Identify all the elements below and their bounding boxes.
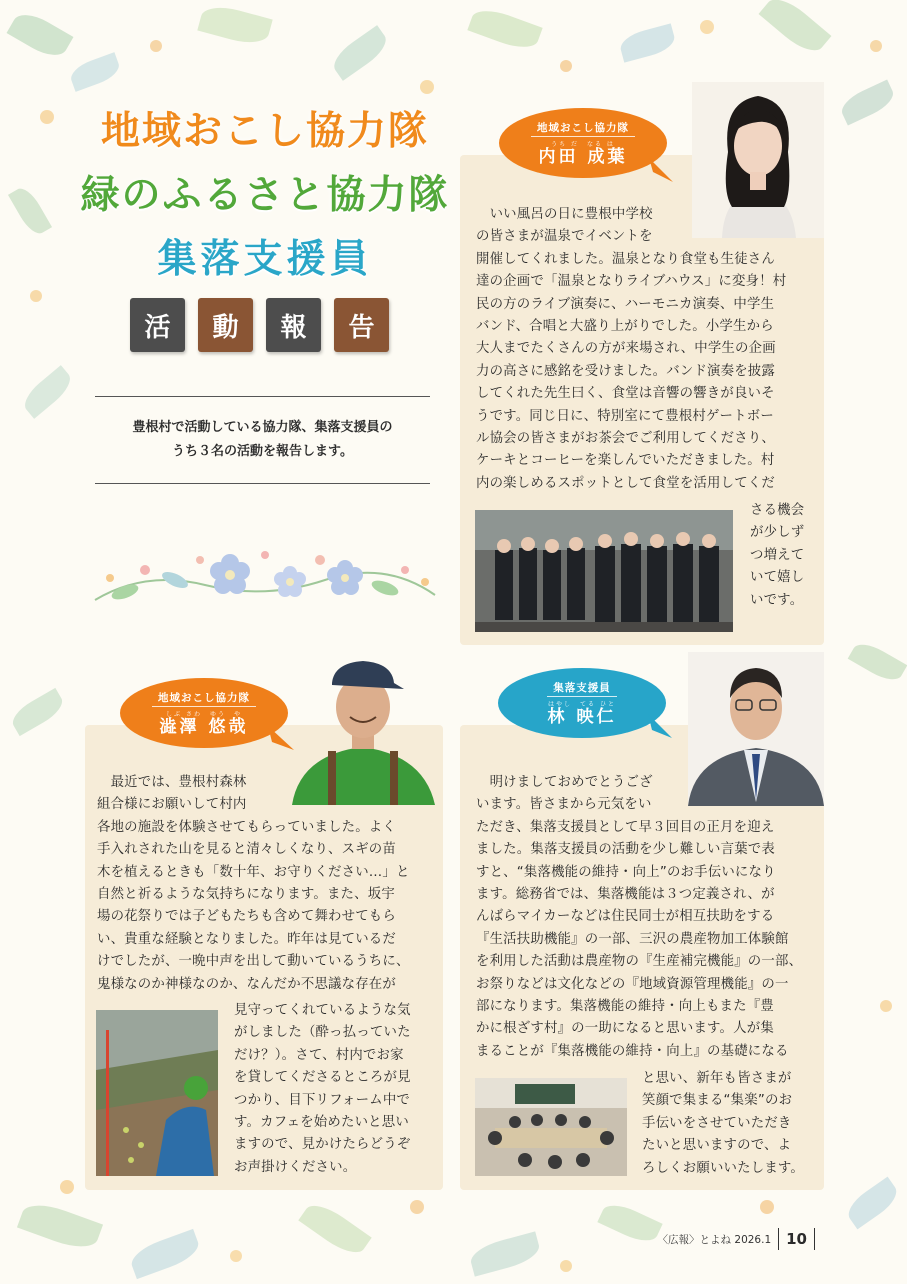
role-label: 地域おこし協力隊 [531,120,635,137]
report-tag: 動 [198,298,253,352]
footer-divider [814,1228,815,1250]
article-line: がしました（酔っ払っていた [234,1025,411,1041]
article-line: お声掛けください。 [234,1159,357,1175]
article-line: 場の花祭りでは子どもたちも含めて舞わせてもら [97,909,396,925]
article-line: バンド、合唱と大盛り上がりでした。小学生から [476,319,774,335]
photo-forest-planting [96,1010,218,1176]
article-shibusawa-side [234,1000,411,1179]
page-titles [60,100,470,284]
title-shuraku-shienin: 集落支援員 [157,237,373,282]
article-line: んばらマイカーなどは住民同士が相互扶助をする [476,909,775,925]
intro-line: うち３名の活動を報告します。 [172,444,353,459]
article-line: 各地の施設を体験させてもらっていました。よく [97,819,396,835]
name-bubble-shibusawa [120,678,288,748]
article-line: 力の高さに感銘を受けました。バンド演奏を披露 [476,363,775,379]
article-line: ますので、見かけたらどうぞ [234,1137,411,1153]
article-line: かに根ざす村』の一助になると思います。人が集 [476,1021,774,1037]
article-line: い、貴重な経験となりました。昨年は見ているだ [97,931,396,947]
article-line: ただき、集落支援員として早３回目の正月を迎え [476,819,775,835]
article-shibusawa [97,772,410,996]
article-line: 手伝いをさせていただき [642,1115,792,1131]
article-line: が少しず [750,525,805,541]
name-ruby: うち だ なる は [551,141,615,148]
role-label: 集落支援員 [547,680,617,697]
article-line: すと、“集落機能の維持・向上”のお手伝いになり [476,864,776,880]
name-bubble-uchida [499,108,667,178]
name-ruby: はやし てる ひと [548,701,616,708]
article-line: 見守ってくれているような気 [234,1003,411,1018]
article-line: います。皆さまから元気をい [476,797,652,813]
role-label: 地域おこし協力隊 [152,690,256,707]
publication-name: 〈広報〉とよね 2026.1 [657,1233,772,1246]
article-hayashi [476,772,802,1063]
article-line: 明けましておめでとうござ [476,775,653,790]
report-tag: 活 [130,298,185,352]
article-line: 開催してくれました。温泉となり食堂も生徒さん [476,251,775,267]
article-line: 手入れされた山を見ると清々しくなり、スギの苗 [97,842,396,858]
article-line: す。カフェを始めたいと思い [234,1115,409,1131]
intro-box [95,396,430,484]
bubble-tail [649,158,673,184]
article-line: 鬼様なのか神様なのか、なんだか不思議な存在が [97,976,396,992]
page-number: 10 [786,1230,807,1248]
article-line: 『生活扶助機能』の一部、三沢の農産物加工体験館 [476,931,789,947]
article-uchida [476,204,786,495]
article-line: と思い、新年も皆さまが [642,1071,792,1086]
article-line: を貸してくださるところが見 [234,1070,411,1086]
title-chiiki-okoshi: 地域おこし協力隊 [100,109,429,154]
report-tag: 報 [266,298,321,352]
article-line: 部になります。集落機能の維持・向上もまた『豊 [476,999,774,1015]
member-name: 内田 成葉 [538,147,628,167]
bubble-tail [648,714,672,740]
article-line: を利用した活動は農産物の『生産補完機能』の一部、 [476,954,803,970]
article-line: 組合様にお願いして村内 [97,797,247,813]
name-ruby: しぶ さわ ゆう や [166,711,242,718]
article-line: 木を植えるときも「数十年、お守りください…」と [97,864,410,880]
article-line: 最近では、豊根村森林 [97,775,247,790]
article-line: うです。同じ日に、特別室にて豊根村ゲートボー [476,408,774,424]
flower-decoration [85,530,445,620]
article-uchida-side [750,500,804,612]
photo-community-meeting [475,1078,627,1176]
article-line: まることが『集落機能の維持・向上』の基礎になる [476,1043,789,1059]
article-line: つかり、目下リフォーム中で [234,1092,411,1108]
footer-divider [778,1228,779,1250]
member-name: 林 映仁 [547,707,617,727]
article-line: ケーキとコーヒーを楽しんでいただきました。村 [476,453,775,469]
name-bubble-hayashi [498,668,666,738]
article-line: ました。集落支援員の活動を少し難しい言葉で表 [476,842,775,858]
article-line: だけ？）。さて、村内でお家 [234,1047,404,1063]
activity-report-tags [130,298,389,352]
article-line: 大人までたくさんの方が来場され、中学生の企画 [476,341,776,357]
article-line: 笑顔で集まる“集楽”のお [642,1093,793,1109]
article-line: さる機会 [750,503,805,518]
photo-students-group [475,510,733,632]
article-line: たいと思いますので、よ [642,1138,792,1154]
article-line: 達の企画で「温泉となりライブハウス」に変身！村 [476,274,787,290]
article-line: いい風呂の日に豊根中学校 [476,207,653,222]
intro-line: 豊根村で活動している協力隊、集落支援員の [132,420,393,435]
report-tag: 告 [334,298,389,352]
article-line: 民の方のライブ演奏に、ハーモニカ演奏、中学生 [476,296,775,312]
article-line: の皆さまが温泉でイベントを [476,229,653,245]
article-line: ル協会の皆さまがお茶会でご利用してくださり、 [476,431,775,447]
article-line: ろしくお願いいたします。 [642,1160,805,1176]
page-footer [658,1228,822,1250]
article-line: してくれた先生曰く、食堂は音響の響きが良いそ [476,386,775,402]
article-line: つ増えて [750,547,805,563]
member-name: 澁澤 悠哉 [159,717,249,737]
article-line: 自然と祈るような気持ちになります。また、坂宇 [97,887,395,903]
article-hayashi-side [642,1068,804,1180]
title-midori-furusato: 緑のふるさと協力隊 [80,173,450,218]
article-line: お祭りなどは文化などの『地域資源管理機能』の一 [476,976,789,992]
article-line: 内の楽しめるスポットとして食堂を活用してくだ [476,475,775,491]
article-line: けでしたが、一晩中声を出して動いているうちに、 [97,954,410,970]
bubble-tail [268,726,294,752]
article-line: いて嬉し [750,570,805,586]
article-line: ます。総務省では、集落機能は３つ定義され、が [476,887,775,903]
article-line: いです。 [750,592,804,608]
